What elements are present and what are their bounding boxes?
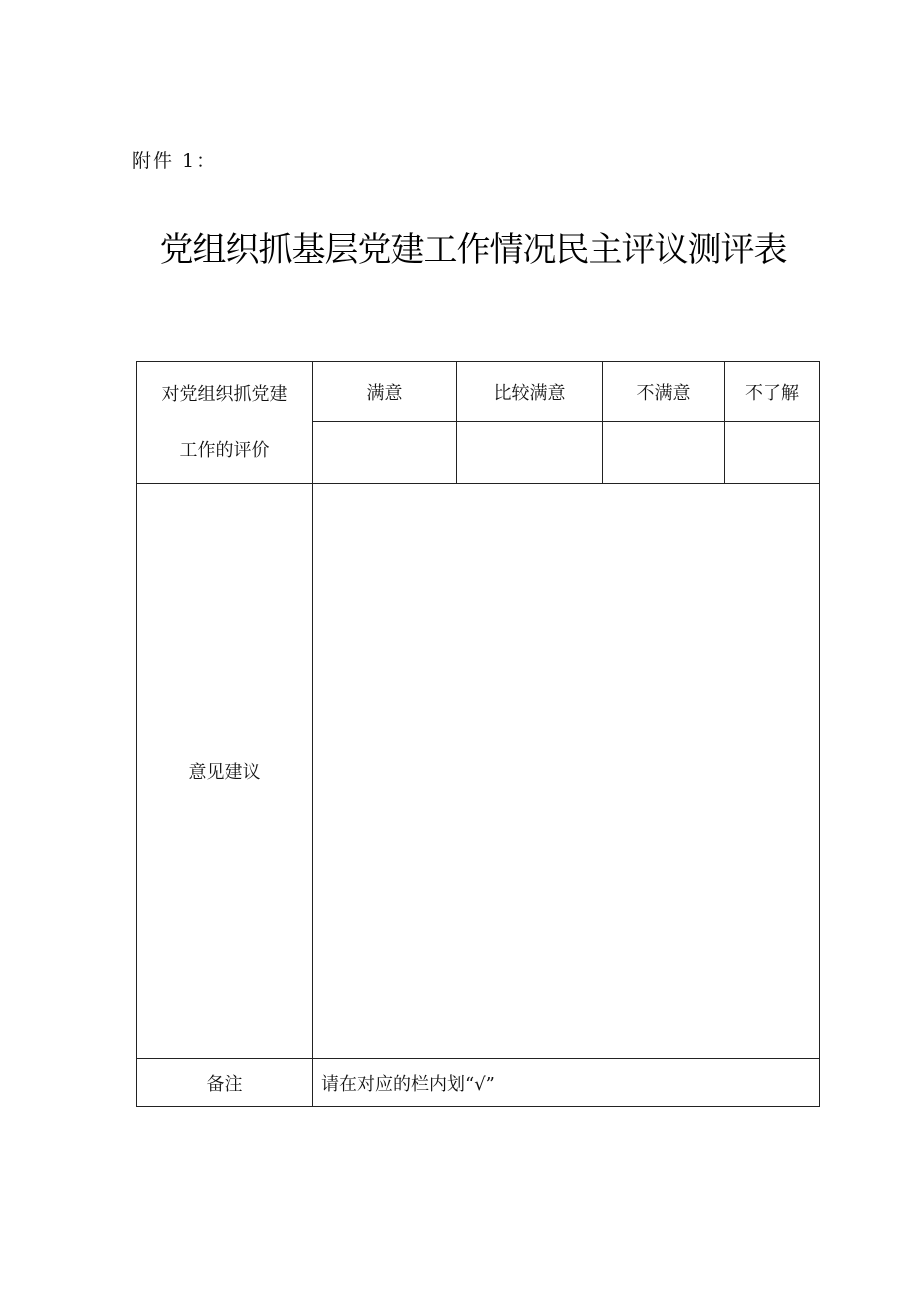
evaluation-label-line1: 对党组织抓党建 xyxy=(161,383,288,405)
evaluation-row-label xyxy=(137,362,313,484)
option-satisfied-header: 满意 xyxy=(313,362,457,422)
evaluation-form-table xyxy=(136,361,820,1107)
option-unknown-header: 不了解 xyxy=(725,362,820,422)
remarks-label: 备注 xyxy=(137,1059,313,1107)
option-dissatisfied-header: 不满意 xyxy=(603,362,725,422)
attachment-label: 附件 1： xyxy=(132,150,218,172)
document-title: 党组织抓基层党建工作情况民主评议测评表 xyxy=(159,230,787,270)
option-fairly-satisfied-header: 比较满意 xyxy=(457,362,603,422)
suggestions-input-area[interactable] xyxy=(313,484,820,1059)
option-dissatisfied-checkbox-cell[interactable] xyxy=(603,422,725,484)
option-unknown-checkbox-cell[interactable] xyxy=(725,422,820,484)
option-fairly-satisfied-checkbox-cell[interactable] xyxy=(457,422,603,484)
evaluation-label-line2: 工作的评价 xyxy=(179,439,270,461)
suggestions-label: 意见建议 xyxy=(137,484,313,1059)
option-satisfied-checkbox-cell[interactable] xyxy=(313,422,457,484)
remarks-text: 请在对应的栏内划“√” xyxy=(313,1059,820,1107)
